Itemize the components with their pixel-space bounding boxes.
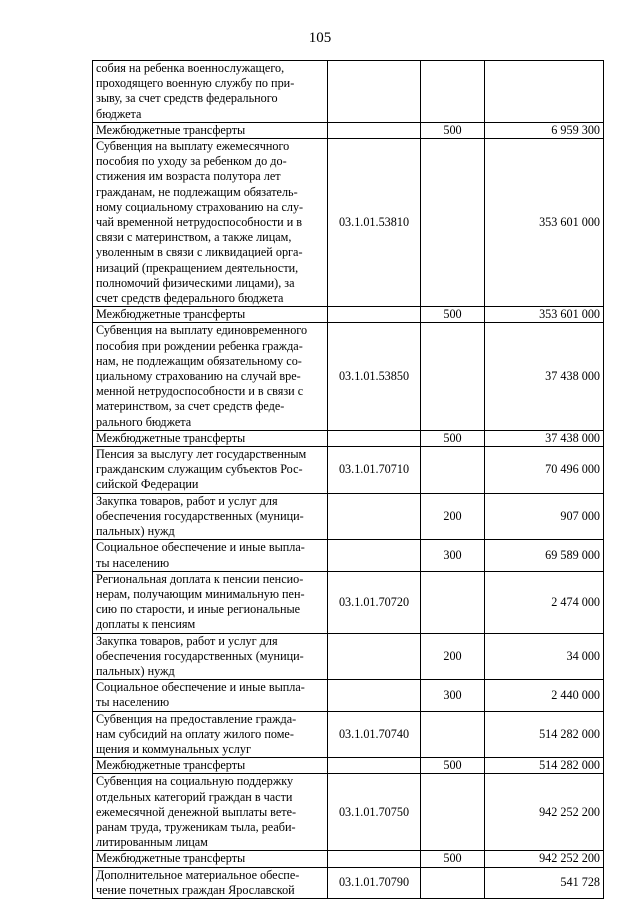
target-code-cell	[328, 61, 421, 123]
item-name-line: Межбюджетные трансферты	[96, 307, 246, 322]
expense-type-cell	[421, 139, 485, 307]
table-row	[93, 680, 604, 711]
amount-cell: 942 252 200	[485, 774, 604, 851]
table-row	[93, 758, 604, 774]
item-name-line: Закупка товаров, работ и услуг для	[96, 633, 278, 648]
item-name-cell	[93, 307, 328, 323]
item-name-line: отдельных категорий граждан в части	[96, 789, 293, 804]
amount-cell: 37 438 000	[485, 430, 604, 446]
expense-type-cell: 500	[421, 851, 485, 867]
item-name-line: сию по старости, и иные региональные	[96, 602, 301, 617]
item-name-line: нам субсидий на оплату жилого поме-	[96, 726, 294, 741]
item-name-line: пальных) нужд	[96, 663, 175, 678]
table-row	[93, 867, 604, 898]
item-name-line: Межбюджетные трансферты	[96, 122, 246, 137]
page-number: 105	[308, 30, 332, 46]
table-row	[93, 447, 604, 494]
item-name-line: доплаты к пенсиям	[96, 617, 196, 632]
target-code-cell: 03.1.01.70750	[328, 774, 421, 851]
item-name-line: сийской Федерации	[96, 477, 199, 492]
table-row	[93, 540, 604, 571]
table-row	[93, 323, 604, 430]
amount-cell: 353 601 000	[485, 307, 604, 323]
amount-cell: 907 000	[485, 493, 604, 540]
item-name-cell	[93, 139, 328, 307]
item-name-line: чай временной нетрудоспособности и в	[96, 215, 303, 230]
expense-type-cell	[421, 447, 485, 494]
item-name-line: обеспечения государственных (муници-	[96, 648, 304, 663]
table-row	[93, 633, 604, 680]
item-name-line: счет средств федерального бюджета	[96, 291, 284, 306]
table-row	[93, 851, 604, 867]
amount-cell: 2 440 000	[485, 680, 604, 711]
expense-type-cell: 200	[421, 633, 485, 680]
item-name-line: Закупка товаров, работ и услуг для	[96, 493, 278, 508]
table-row	[93, 430, 604, 446]
item-name-line: собия на ребенка военнослужащего,	[96, 61, 285, 75]
expense-type-cell: 500	[421, 122, 485, 138]
item-name-cell	[93, 680, 328, 711]
item-name-line: Субвенция на социальную поддержку	[96, 774, 294, 789]
item-name-line: Социальное обеспечение и иные выпла-	[96, 680, 305, 695]
expense-type-cell	[421, 61, 485, 123]
target-code-cell	[328, 493, 421, 540]
expense-type-cell: 300	[421, 540, 485, 571]
item-name-line: Дополнительное материальное обеспе-	[96, 867, 300, 882]
expense-type-cell	[421, 867, 485, 898]
item-name-cell	[93, 774, 328, 851]
table-row	[93, 493, 604, 540]
target-code-cell	[328, 633, 421, 680]
item-name-cell	[93, 493, 328, 540]
expense-type-cell: 500	[421, 758, 485, 774]
item-name-line: ному социальному страхованию на слу-	[96, 199, 304, 214]
item-name-line: уволенным в связи с ликвидацией орга-	[96, 245, 303, 260]
item-name-line: ты населению	[96, 555, 170, 570]
target-code-cell: 03.1.01.53850	[328, 323, 421, 430]
item-name-line: пальных) нужд	[96, 524, 175, 539]
item-name-line: чение почетных граждан Ярославской	[96, 882, 295, 897]
target-code-cell	[328, 758, 421, 774]
item-name-cell	[93, 61, 328, 123]
amount-cell: 541 728	[485, 867, 604, 898]
item-name-line: гражданским служащим субъектов Рос-	[96, 462, 303, 477]
expense-type-cell	[421, 323, 485, 430]
expense-type-cell	[421, 711, 485, 758]
target-code-cell	[328, 540, 421, 571]
item-name-cell	[93, 711, 328, 758]
item-name-line: менной нетрудоспособности и в связи с	[96, 384, 304, 399]
item-name-line: литированным лицам	[96, 835, 208, 850]
budget-table-body	[93, 61, 604, 899]
expense-type-cell: 200	[421, 493, 485, 540]
amount-cell: 6 959 300	[485, 122, 604, 138]
item-name-cell	[93, 867, 328, 898]
item-name-line: Социальное обеспечение и иные выпла-	[96, 540, 305, 555]
expense-type-cell: 500	[421, 430, 485, 446]
amount-cell: 353 601 000	[485, 139, 604, 307]
item-name-line: Пенсия за выслугу лет государственным	[96, 447, 307, 462]
amount-cell: 70 496 000	[485, 447, 604, 494]
item-name-line: низаций (прекращением деятельности,	[96, 260, 299, 275]
item-name-cell	[93, 540, 328, 571]
item-name-line: Межбюджетные трансферты	[96, 430, 246, 445]
item-name-line: обеспечения государственных (муници-	[96, 508, 304, 523]
table-row	[93, 711, 604, 758]
amount-cell: 942 252 200	[485, 851, 604, 867]
item-name-line: Субвенция на выплату ежемесячного	[96, 139, 290, 154]
amount-cell: 514 282 000	[485, 711, 604, 758]
item-name-line: полномочий физическими лицами), за	[96, 275, 295, 290]
item-name-cell	[93, 633, 328, 680]
target-code-cell	[328, 307, 421, 323]
amount-cell: 34 000	[485, 633, 604, 680]
expense-type-cell	[421, 571, 485, 633]
target-code-cell: 03.1.01.70710	[328, 447, 421, 494]
item-name-line: Субвенция на предоставление гражда-	[96, 711, 297, 726]
table-row	[93, 571, 604, 633]
item-name-cell	[93, 447, 328, 494]
expense-type-cell	[421, 774, 485, 851]
item-name-line: бюджета	[96, 106, 142, 121]
item-name-cell	[93, 571, 328, 633]
item-name-line: стижения им возраста полутора лет	[96, 169, 281, 184]
item-name-line: Межбюджетные трансферты	[96, 758, 246, 773]
item-name-line: рального бюджета	[96, 414, 192, 429]
item-name-cell	[93, 758, 328, 774]
table-row	[93, 122, 604, 138]
table-row	[93, 774, 604, 851]
table-row	[93, 139, 604, 307]
target-code-cell	[328, 851, 421, 867]
item-name-cell	[93, 122, 328, 138]
target-code-cell: 03.1.01.53810	[328, 139, 421, 307]
amount-cell: 37 438 000	[485, 323, 604, 430]
item-name-cell	[93, 851, 328, 867]
table-row	[93, 61, 604, 123]
item-name-line: гражданам, не подлежащим обязатель-	[96, 184, 298, 199]
target-code-cell: 03.1.01.70790	[328, 867, 421, 898]
target-code-cell	[328, 122, 421, 138]
item-name-line: Региональная доплата к пенсии пенсио-	[96, 571, 304, 586]
target-code-cell: 03.1.01.70740	[328, 711, 421, 758]
item-name-line: ранам труда, труженикам тыла, реаби-	[96, 819, 296, 834]
item-name-line: циальному страхованию на случай вре-	[96, 369, 301, 384]
amount-cell	[485, 61, 604, 123]
amount-cell: 69 589 000	[485, 540, 604, 571]
item-name-line: нерам, получающим минимальную пен-	[96, 586, 305, 601]
item-name-line: ты населению	[96, 695, 170, 710]
item-name-line: Субвенция на выплату единовременного	[96, 323, 308, 338]
item-name-line: ежемесячной денежной выплаты вете-	[96, 804, 297, 819]
table-row	[93, 307, 604, 323]
item-name-line: материнством, за счет средств феде-	[96, 399, 285, 414]
expense-type-cell: 300	[421, 680, 485, 711]
expense-type-cell: 500	[421, 307, 485, 323]
item-name-line: щения и коммунальных услуг	[96, 741, 251, 756]
target-code-cell	[328, 680, 421, 711]
amount-cell: 2 474 000	[485, 571, 604, 633]
item-name-line: связи с материнством, а также лицам,	[96, 230, 292, 245]
item-name-line: проходящего военную службу по при-	[96, 76, 295, 91]
target-code-cell	[328, 430, 421, 446]
item-name-line: пособия при рождении ребенка гражда-	[96, 338, 303, 353]
item-name-cell	[93, 430, 328, 446]
target-code-cell: 03.1.01.70720	[328, 571, 421, 633]
item-name-cell	[93, 323, 328, 430]
item-name-line: Межбюджетные трансферты	[96, 851, 246, 866]
item-name-line: зыву, за счет средств федерального	[96, 91, 278, 106]
item-name-line: пособия по уходу за ребенком до до-	[96, 154, 287, 169]
item-name-line: нам, не подлежащим обязательному со-	[96, 353, 302, 368]
budget-table	[92, 60, 604, 899]
amount-cell: 514 282 000	[485, 758, 604, 774]
